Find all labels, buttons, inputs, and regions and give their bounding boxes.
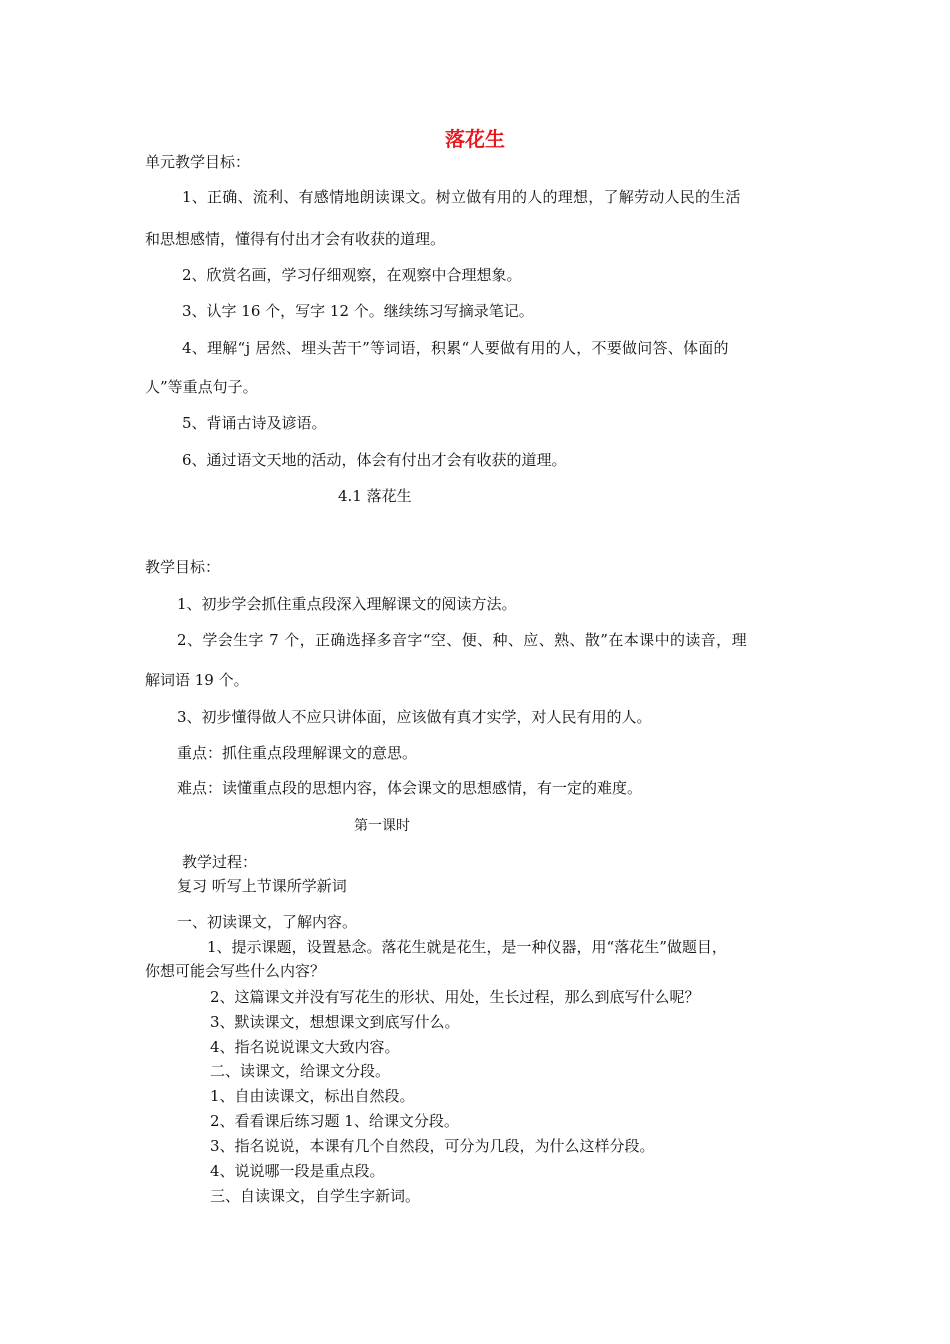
process-line: 3、指名说说，本课有几个自然段，可分为几段，为什么这样分段。 [210, 1137, 655, 1155]
process-line: 1、自由读课文，标出自然段。 [210, 1087, 415, 1105]
process-line: 一、初读课文，了解内容。 [177, 913, 358, 931]
process-line: 2、看看课后练习题 1、给课文分段。 [210, 1112, 459, 1130]
teaching-goal-line: 1、初步学会抓住重点段深入理解课文的阅读方法。 [177, 595, 517, 613]
process-heading: 教学过程： [182, 853, 258, 871]
process-line: 二、读课文，给课文分段。 [210, 1062, 391, 1080]
unit-goal-line: 1、正确、流利、有感情地朗读课文。树立做有用的人的理想，了解劳动人民的生活 [182, 188, 741, 206]
process-line: 2、这篇课文并没有写花生的形状、用处，生长过程，那么到底写什么呢？ [210, 988, 700, 1006]
process-line: 三、自读课文，自学生字新词。 [210, 1187, 421, 1205]
unit-goals-heading: 单元教学目标： [145, 153, 251, 171]
document-title: 落花生 [445, 127, 505, 151]
unit-goal-line: 3、认字 16 个，写字 12 个。继续练习写摘录笔记。 [182, 302, 534, 320]
key-point: 重点：抓住重点段理解课文的意思。 [177, 744, 418, 762]
unit-goal-line: 5、背诵古诗及谚语。 [182, 414, 327, 432]
difficult-point: 难点：读懂重点段的思想内容，体会课文的思想感情，有一定的难度。 [177, 779, 643, 797]
process-line: 4、指名说说课文大致内容。 [210, 1038, 400, 1056]
period-heading: 第一课时 [354, 818, 410, 834]
teaching-goal-line: 2、学会生字 7 个，正确选择多音字“空、便、种、应、熟、散”在本课中的读音，理 [177, 631, 747, 649]
review-line: 复习 听写上节课所学新词 [177, 877, 347, 895]
teaching-goal-line: 解词语 19 个。 [145, 671, 249, 689]
unit-goal-line: 2、欣赏名画，学习仔细观察，在观察中合理想象。 [182, 266, 522, 284]
process-line: 你想可能会写些什么内容？ [145, 962, 326, 980]
teaching-goal-line: 3、初步懂得做人不应只讲体面，应该做有真才实学，对人民有用的人。 [177, 708, 652, 726]
unit-goal-line: 4、理解“j 居然、埋头苦干”等词语，积累“人要做有用的人，不要做问答、体面的 [182, 339, 729, 357]
lesson-title: 4.1 落花生 [338, 487, 412, 505]
process-line: 4、说说哪一段是重点段。 [210, 1162, 385, 1180]
process-line: 1、提示课题，设置悬念。落花生就是花生，是一种仪器，用“落花生”做题目， [207, 938, 727, 956]
unit-goal-line: 和思想感情，懂得有付出才会有收获的道理。 [145, 230, 446, 248]
teaching-goals-heading: 教学目标： [145, 558, 221, 576]
unit-goal-line: 6、通过语文天地的活动，体会有付出才会有收获的道理。 [182, 451, 567, 469]
unit-goal-line: 人”等重点句子。 [145, 378, 258, 396]
process-line: 3、默读课文，想想课文到底写什么。 [210, 1013, 460, 1031]
